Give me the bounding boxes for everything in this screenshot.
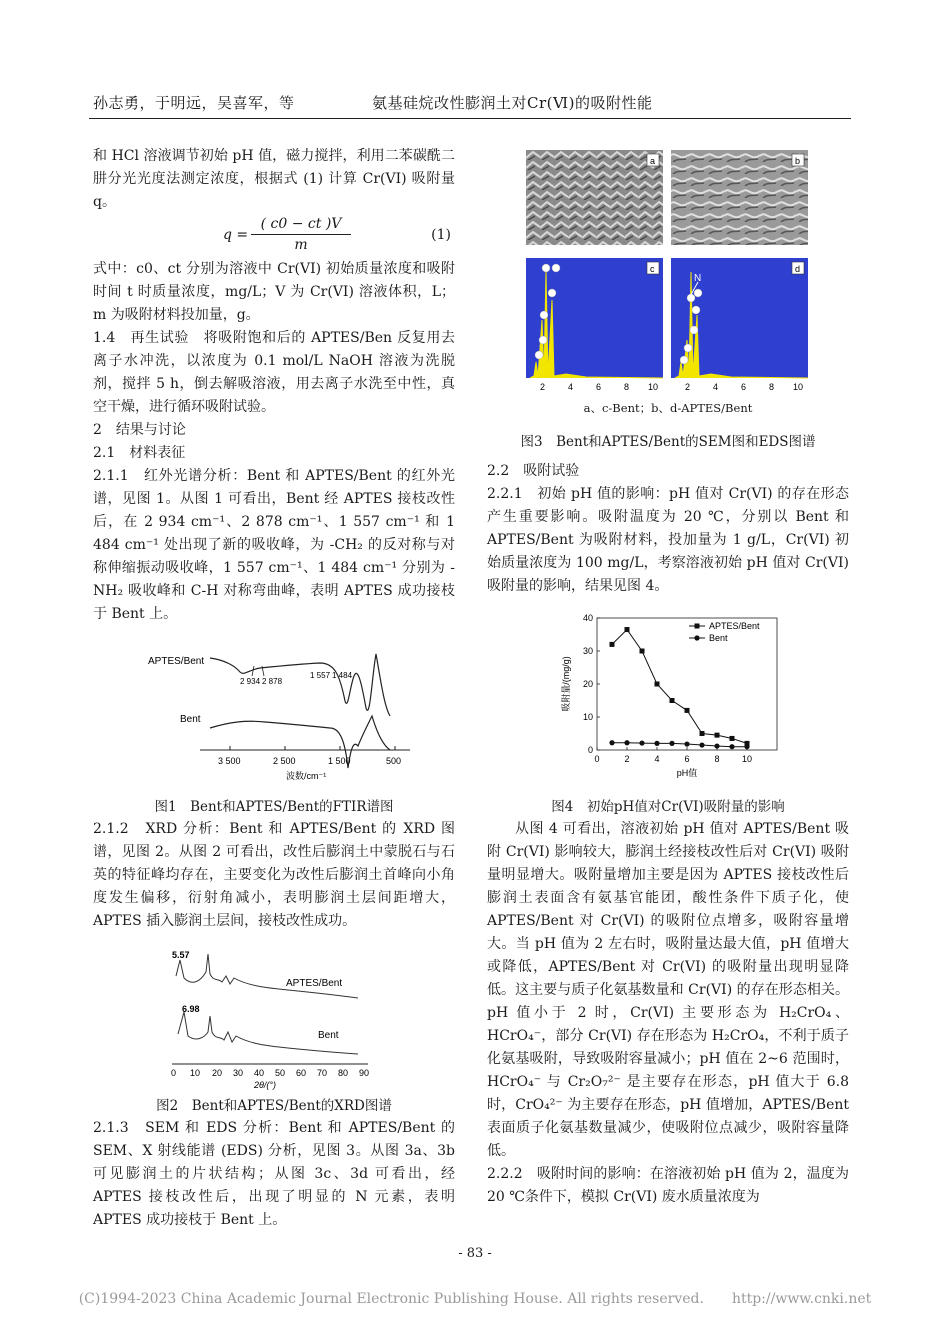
legend-marker-circle	[694, 635, 699, 640]
data-point-aptes-bent	[625, 627, 630, 632]
fig3-d-tick-8: 8	[769, 382, 775, 392]
fig1-label-bent: Bent	[180, 714, 201, 725]
legend-label-bent: Bent	[709, 633, 728, 643]
fig1-tick-1500: 1 500	[328, 756, 351, 766]
paragraph-equation-legend: 式中：c0、ct 分别为溶液中 Cr(VI) 初始质量浓度和吸附时间 t 时质量浓度，mg/L；V 为 Cr(VI) 溶液体积，L；m 为吸附材料投加量，g。	[93, 261, 455, 323]
ph-adsorption-chart	[555, 608, 795, 788]
data-point-aptes-bent	[640, 649, 645, 654]
fig3-c-tick-2: 2	[540, 382, 546, 392]
figure-2-caption: 图2 Bent和APTES/Bent的XRD图谱	[156, 1098, 392, 1114]
y-tick-label: 30	[582, 646, 593, 656]
fig3-d-tick-10: 10	[793, 382, 804, 392]
series-line-aptes-bent	[612, 630, 747, 744]
x-axis-label: pH值	[676, 768, 698, 778]
data-point-bent	[624, 740, 629, 745]
running-header-authors: 孙志勇，于明远，吴喜军，等	[93, 94, 295, 112]
section-2-2-1: 2.2.1 初始 pH 值的影响：pH 值对 Cr(VI) 的存在形态产生重要影响。吸附温度为 20 ℃，分别以 Bent 和 APTES/Bent 为吸附材料，投加量为 1 g/L，Cr(VI) 初始质量浓度为 100 mg/L，考察溶液初始 pH 值对 Cr(VI) 吸附量的影响，结果见图 4。	[487, 486, 849, 594]
section-2-1-2: 2.1.2 XRD 分析：Bent 和 APTES/Bent 的 XRD 图谱，见图 2。从图 2 可看出，改性后膨润土中蒙脱石与石英的特征峰均存在，主要变化为改性后膨润土首峰向小角度发生偏移，衍射角减小，表明膨润土层间距增大，APTES 插入膨润土层间，接枝改性成功。	[93, 821, 455, 929]
page-number: - 83 -	[458, 1246, 492, 1261]
fig2-tick-80: 80	[338, 1068, 349, 1078]
fig2-tick-50: 50	[275, 1068, 286, 1078]
fig2-tick-10: 10	[190, 1068, 201, 1078]
data-point-aptes-bent	[730, 736, 735, 741]
equation-numerator: ( c0 − ct )V	[251, 214, 351, 235]
y-tick-label: 0	[587, 745, 593, 755]
fig1-peak-1484: 1 484	[332, 671, 353, 680]
data-point-bent	[714, 743, 719, 748]
chart-frame	[597, 618, 777, 750]
data-point-bent	[639, 740, 644, 745]
data-point-aptes-bent	[715, 733, 720, 738]
figure-3-caption: 图3 Bent和APTES/Bent的SEM图和EDS图谱	[520, 434, 816, 450]
fig2-tick-90: 90	[359, 1068, 370, 1078]
fig3-d-tick-4: 4	[713, 382, 719, 392]
left-column-top	[93, 145, 455, 626]
figure-1-caption: 图1 Bent和APTES/Bent的FTIR谱图	[154, 799, 394, 815]
fig3-n-label: N	[694, 273, 702, 284]
running-header-title: 氨基硅烷改性膨润土对Cr(Ⅵ)的吸附性能	[372, 94, 653, 112]
data-point-aptes-bent	[670, 698, 675, 703]
data-point-bent	[609, 740, 614, 745]
data-point-aptes-bent	[685, 708, 690, 713]
fig2-label-bent: Bent	[318, 1030, 339, 1041]
section-2-1-1: 2.1.1 红外光谱分析：Bent 和 APTES/Bent 的红外光谱，见图 1。从图 1 可看出，Bent 经 APTES 接枝改性后，在 2 934 cm⁻¹、2 878 cm⁻¹、1 557 cm⁻¹ 和 1 484 cm⁻¹ 处出现了新的吸收峰，为 -CH₂ 的反对称与对称伸缩振动吸收峰，1 557 cm⁻¹、1 484 cm⁻¹ 分别为 -NH₂ 吸收峰和 C-H 对称弯曲峰，表明 APTES 成功接枝于 Bent 上。	[93, 468, 455, 622]
figure-3-subcaption: a、c-Bent；b、d-APTES/Bent	[583, 401, 753, 415]
right-column-top	[487, 460, 849, 598]
copyright-line: (C)1994-2023 China Academic Journal Electronic Publishing House. All rights reserved. http://www.cnki.net	[78, 1291, 872, 1307]
equation-1	[93, 214, 455, 258]
section-2-1-heading: 2.1 材料表征	[93, 445, 186, 461]
section-2-2-heading: 2.2 吸附试验	[487, 463, 580, 479]
x-tick-label: 4	[654, 754, 660, 764]
series-line-bent	[612, 743, 747, 747]
fig3-panel-a: a	[650, 156, 656, 166]
equation-fraction	[251, 214, 351, 255]
x-tick-label: 8	[714, 754, 720, 764]
section-2-heading: 2 结果与讨论	[93, 422, 186, 438]
paragraph-ph-discussion: 从图 4 可看出，溶液初始 pH 值对 APTES/Bent 吸附 Cr(VI) 影响较大，膨润土经接枝改性后对 Cr(VI) 吸附量明显增大。吸附量增加主要是因为 APTES 接枝改性后膨润土表面含有氨基官能团，酸性条件下质子化，使 APTES/Bent 对 Cr(VI) 的吸附位点增多，吸附容量增大。当 pH 值为 2 左右时，吸附量达最大值，pH 值增大或降低，APTES/Bent 对 Cr(VI) 的吸附量出现明显降低。这主要与质子化氨基数量和 Cr(VI) 的存在形态相关。pH 值小于 2 时，Cr(VI) 主要形态为 H₂CrO₄、HCrO₄⁻，部分 Cr(VI) 存在形态为 H₂CrO₄，不利于质子化氨基吸附，导致吸附容量减小；pH 值在 2~6 范围时，HCrO₄⁻ 与 Cr₂O₇²⁻ 是主要存在形态，pH 值大于 6.8 时，CrO₄²⁻ 为主要存在形态，pH 值增加，APTES/Bent 表面质子化氨基数量减少，使吸附位点减少，吸附容量降低。	[487, 821, 849, 1159]
figure-3-sem-eds	[526, 150, 812, 395]
fig1-xlabel: 波数/cm⁻¹	[286, 771, 327, 781]
left-column-sem	[93, 1117, 455, 1232]
y-tick-label: 20	[582, 679, 593, 689]
fig3-c-tick-6: 6	[596, 382, 602, 392]
paragraph-method-end: 和 HCl 溶液调节初始 pH 值，磁力搅拌，利用二苯碳酰二肼分光光度法测定浓度，根据式 (1) 计算 Cr(VI) 吸附量 q。	[93, 148, 455, 210]
figure-4-chart	[555, 608, 795, 788]
data-point-aptes-bent	[655, 682, 660, 687]
fig3-c-tick-4: 4	[568, 382, 574, 392]
fig3-d-tick-2: 2	[685, 382, 691, 392]
y-tick-label: 40	[582, 613, 593, 623]
data-point-aptes-bent	[610, 642, 615, 647]
fig3-panel-b: b	[795, 156, 801, 166]
fig1-peak-1557: 1 557	[310, 671, 331, 680]
sem-image-a	[526, 150, 663, 245]
fig2-xlabel: 2θ/(°)	[254, 1080, 276, 1090]
equation-lhs: q =	[223, 227, 249, 243]
fig3-c-tick-10: 10	[648, 382, 659, 392]
left-column-xrd	[93, 818, 455, 933]
fig2-peak-bottom: 6.98	[182, 1004, 200, 1014]
data-point-bent	[684, 741, 689, 746]
fig1-label-aptes: APTES/Bent	[148, 656, 205, 667]
fig2-label-aptes: APTES/Bent	[286, 978, 343, 989]
fig1-tick-500: 500	[386, 756, 402, 766]
section-1-4: 1.4 再生试验 将吸附饱和后的 APTES/Ben 反复用去离子水冲洗，以浓度为 0.1 mol/L NaOH 溶液为洗脱剂，搅拌 5 h，倒去解吸溶液，用去离子水洗至中性，真空干燥，进行循环吸附试验。	[93, 330, 455, 415]
legend-marker-square	[695, 624, 700, 629]
fig3-d-tick-6: 6	[741, 382, 747, 392]
fig2-tick-40: 40	[254, 1068, 265, 1078]
fig2-tick-60: 60	[296, 1068, 307, 1078]
header-rule	[89, 118, 851, 119]
data-point-bent	[744, 744, 749, 749]
section-2-2-2: 2.2.2 吸附时间的影响：在溶液初始 pH 值为 2，温度为 20 ℃条件下，模拟 Cr(VI) 废水质量浓度为	[487, 1166, 849, 1205]
fig2-tick-30: 30	[233, 1068, 244, 1078]
sem-image-b	[671, 150, 808, 245]
fig1-peak-2934: 2 934	[240, 677, 261, 686]
x-tick-label: 2	[624, 754, 630, 764]
y-axis-label: 吸附量/(mg/g)	[561, 656, 571, 712]
data-point-bent	[729, 744, 734, 749]
data-point-bent	[654, 741, 659, 746]
data-point-bent	[699, 742, 704, 747]
fig2-peak-top: 5.57	[172, 950, 190, 960]
fig3-panel-d: d	[795, 264, 801, 274]
figure-1-ftir	[140, 646, 420, 786]
fig2-tick-70: 70	[317, 1068, 328, 1078]
fig2-tick-20: 20	[212, 1068, 223, 1078]
fig2-tick-0: 0	[171, 1068, 177, 1078]
figure-4-caption: 图4 初始pH值对Cr(VI)吸附量的影响	[551, 799, 785, 815]
y-tick-label: 10	[582, 712, 593, 722]
data-point-bent	[669, 741, 674, 746]
fig3-panel-c: c	[650, 264, 655, 274]
data-point-aptes-bent	[700, 731, 705, 736]
fig1-tick-2500: 2 500	[273, 756, 296, 766]
fig1-tick-3500: 3 500	[218, 756, 241, 766]
section-2-1-3: 2.1.3 SEM 和 EDS 分析：Bent 和 APTES/Bent 的 SEM、X 射线能谱 (EDS) 分析，见图 3。从图 3a、3b 可见膨润土的片状结构；从图 3c、3d 可看出，经 APTES 接枝改性后，出现了明显的 N 元素，表明 APTES 成功接枝于 Bent 上。	[93, 1120, 455, 1228]
figure-2-xrd	[168, 942, 378, 1090]
equation-number: (1)	[431, 227, 451, 243]
right-column-bottom	[487, 818, 849, 1209]
x-tick-label: 6	[684, 754, 690, 764]
x-tick-label: 10	[741, 754, 753, 764]
fig3-c-tick-8: 8	[624, 382, 630, 392]
fig1-peak-2878: 2 878	[262, 677, 283, 686]
legend-label-aptes-bent: APTES/Bent	[709, 621, 760, 631]
x-tick-label: 0	[594, 754, 600, 764]
equation-denominator: m	[294, 237, 308, 253]
